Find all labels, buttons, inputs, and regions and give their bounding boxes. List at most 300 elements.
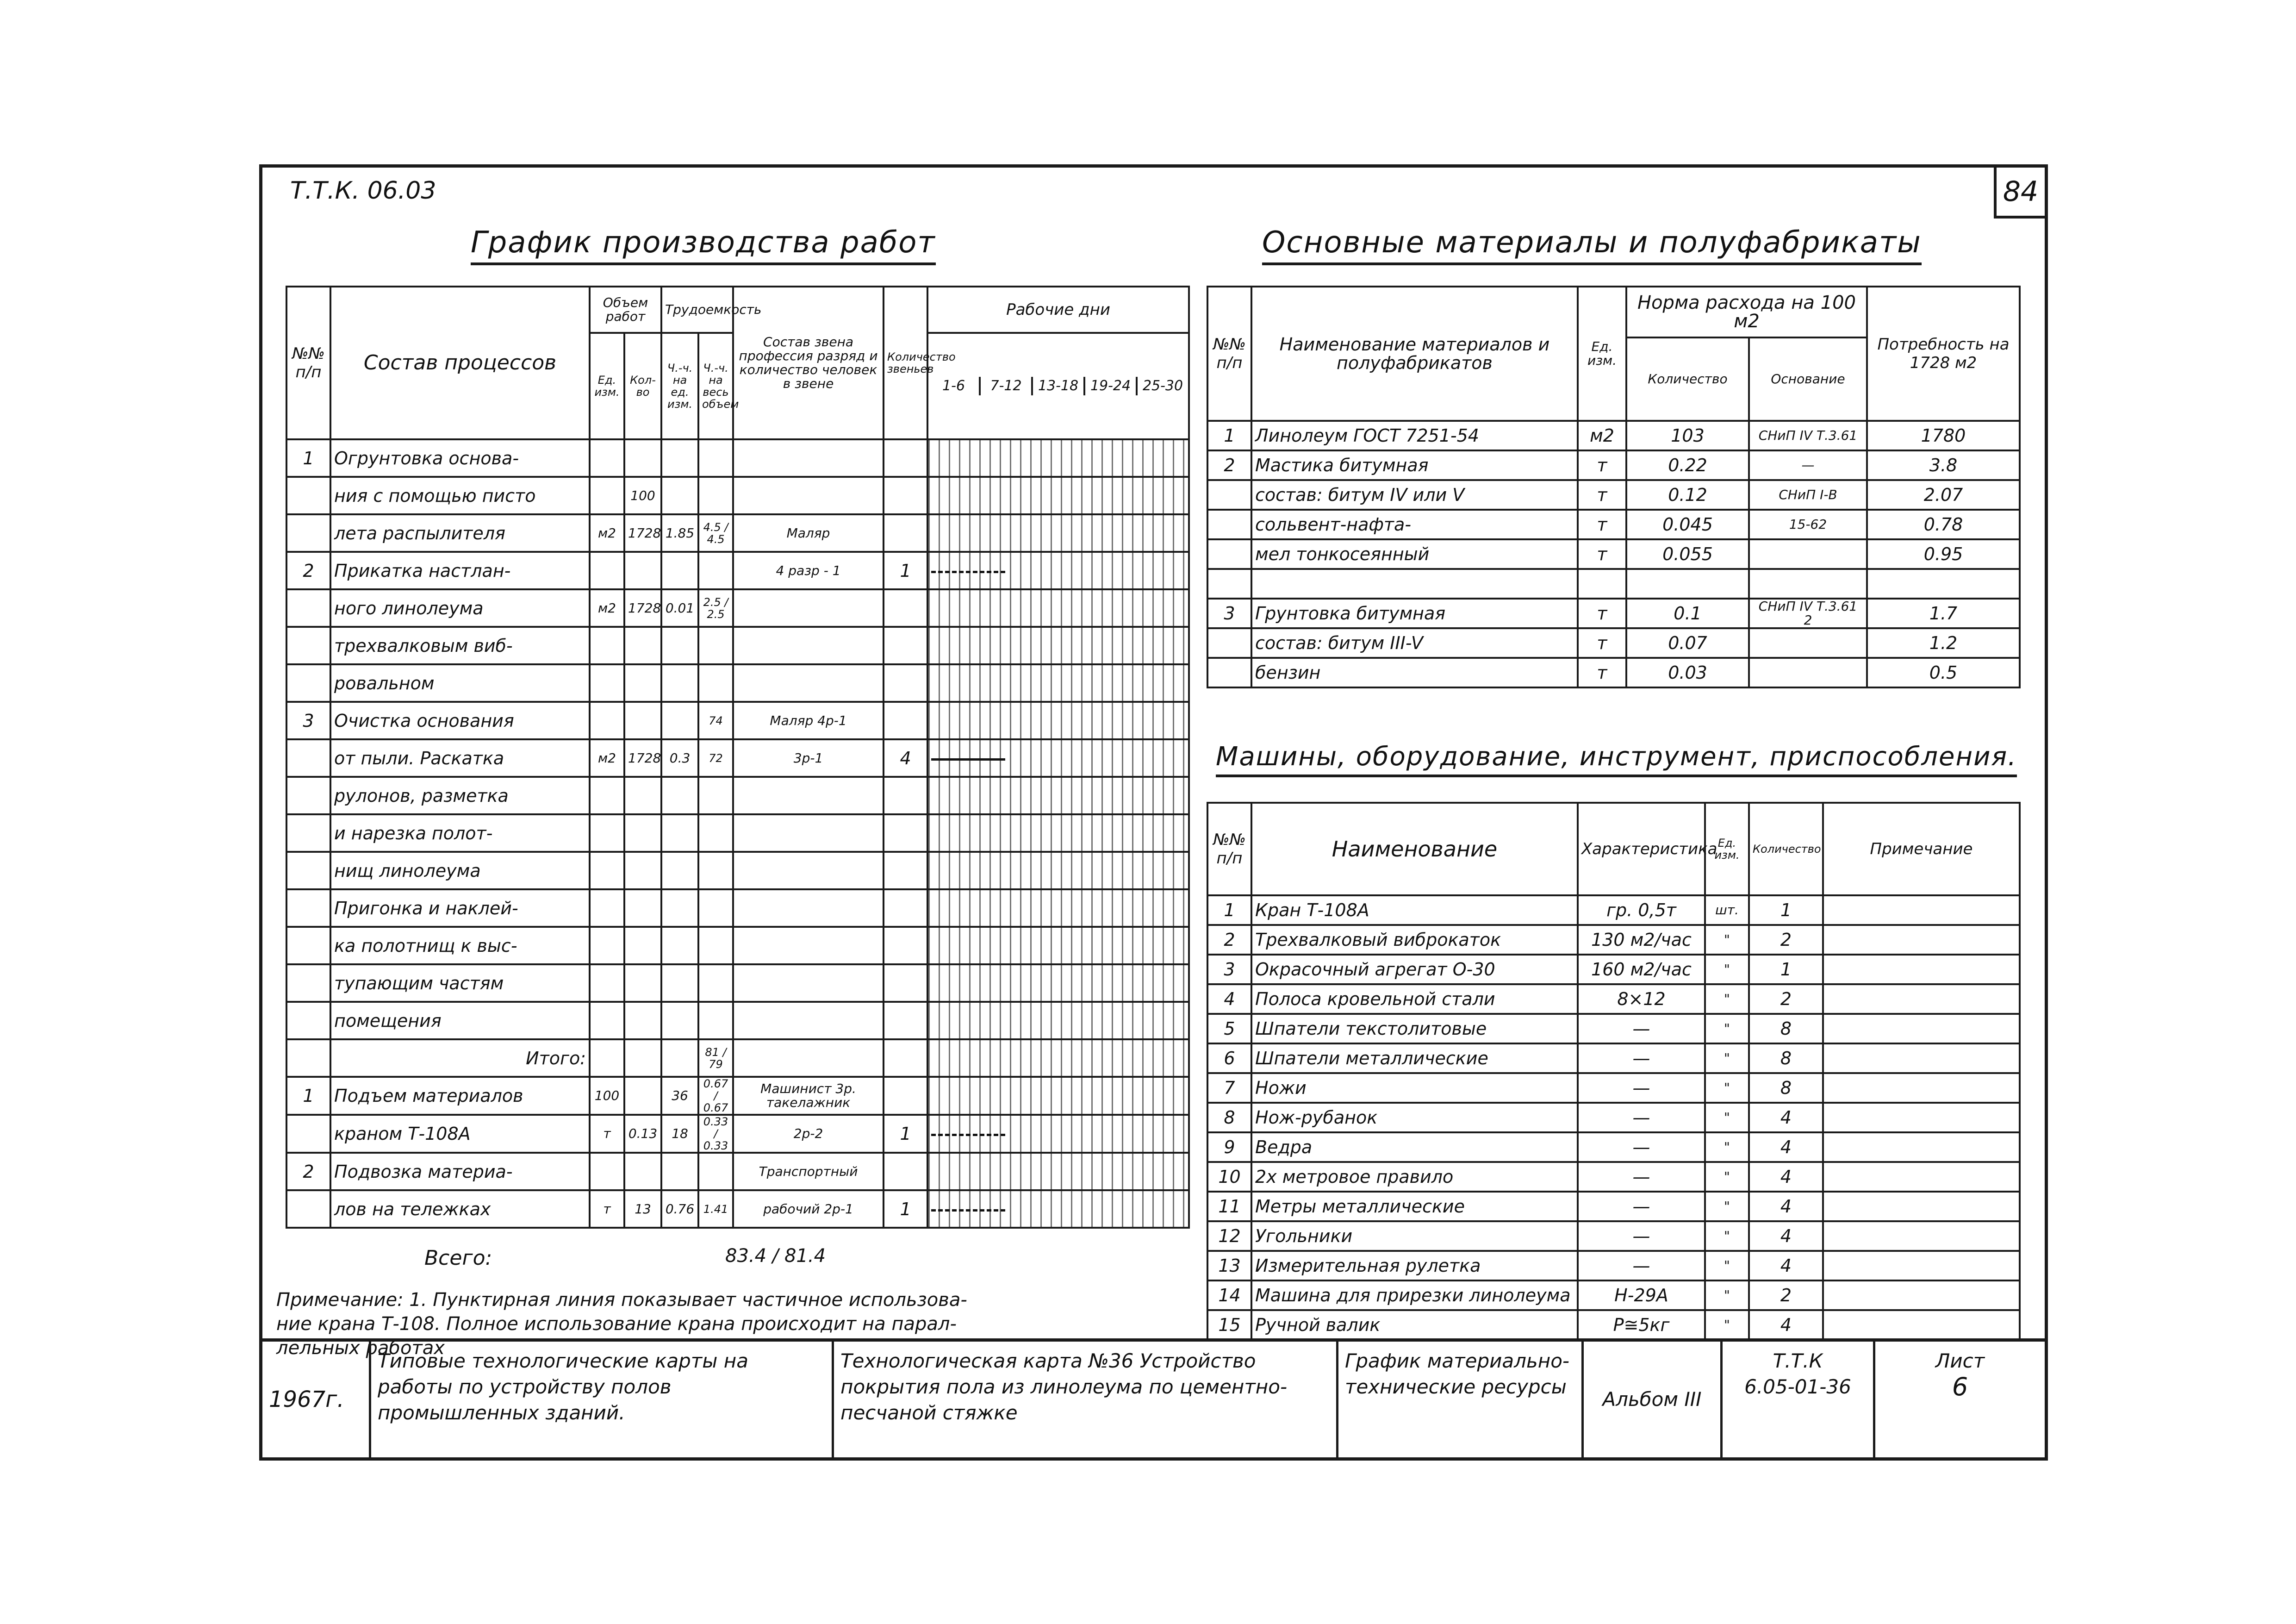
row-crew: Машинист 3р. такелажник xyxy=(733,1077,884,1115)
mach-name: Измерительная рулетка xyxy=(1251,1251,1578,1280)
mach-name: Машина для прирезки линолеума xyxy=(1251,1280,1578,1310)
row-crew xyxy=(733,889,884,927)
row-num: 3 xyxy=(286,702,330,739)
mat-basis: 15-62 xyxy=(1749,510,1867,539)
row-crew xyxy=(733,439,884,477)
row-total xyxy=(698,439,733,477)
mat-unit: т xyxy=(1578,450,1626,480)
row-num xyxy=(286,889,330,927)
row-unit xyxy=(590,927,624,964)
row-total xyxy=(698,1153,733,1190)
row-per-unit xyxy=(661,1002,698,1039)
row-process: рулонов, разметка xyxy=(330,777,590,814)
header-volume: Объем работ xyxy=(590,287,661,333)
row-days xyxy=(927,1153,1189,1190)
row-days xyxy=(927,514,1189,552)
mach-num: 5 xyxy=(1207,1014,1251,1043)
row-crews xyxy=(884,927,927,964)
row-total: 0.33 / 0.33 xyxy=(698,1115,733,1153)
note-line: ние крана Т-108. Полное использование крана происходит на парал- xyxy=(276,1313,957,1335)
mach-num: 6 xyxy=(1207,1043,1251,1073)
mach-name: Метры металлические xyxy=(1251,1192,1578,1221)
row-crew xyxy=(733,664,884,702)
mach-num: 13 xyxy=(1207,1251,1251,1280)
row-num: 2 xyxy=(286,1153,330,1190)
material-row xyxy=(1207,539,2020,569)
row-crews xyxy=(884,777,927,814)
machines-title: Машины, оборудование, инструмент, приспособления. xyxy=(1216,742,2017,777)
row-process: и нарезка полот- xyxy=(330,814,590,852)
mat-num: 1 xyxy=(1207,421,1251,450)
row-crew: 4 разр - 1 xyxy=(733,552,884,589)
day-range: 25-30 xyxy=(1142,378,1183,394)
mach-unit: " xyxy=(1705,925,1749,955)
mach-num: 7 xyxy=(1207,1073,1251,1103)
mat-basis: СНиП IV Т.3.61 xyxy=(1749,421,1867,450)
row-unit: т xyxy=(590,1190,624,1228)
mach-header-unit: Ед. изм. xyxy=(1705,803,1749,895)
row-num xyxy=(286,777,330,814)
mach-num: 11 xyxy=(1207,1192,1251,1221)
mat-unit: т xyxy=(1578,480,1626,510)
schedule-row xyxy=(286,439,1189,477)
sheet-code: Т.Т.К. 06.03 xyxy=(290,177,436,205)
row-total xyxy=(698,664,733,702)
row-process: Итого: xyxy=(330,1039,590,1077)
schedule-row xyxy=(286,852,1189,889)
partial-use-bar xyxy=(931,1209,1005,1212)
title-block xyxy=(262,1338,2045,1457)
mat-qty: 0.22 xyxy=(1626,450,1749,480)
row-crews xyxy=(884,477,927,514)
row-days xyxy=(927,964,1189,1002)
mach-spec: — xyxy=(1578,1073,1705,1103)
mach-note xyxy=(1823,1310,2020,1340)
row-per-unit: 0.01 xyxy=(661,589,698,627)
row-qty xyxy=(624,814,661,852)
row-per-unit xyxy=(661,627,698,664)
row-total xyxy=(698,627,733,664)
mach-unit: " xyxy=(1705,1014,1749,1043)
mach-num: 14 xyxy=(1207,1280,1251,1310)
row-num xyxy=(286,964,330,1002)
schedule-table xyxy=(286,286,1190,1229)
row-per-unit: 18 xyxy=(661,1115,698,1153)
footer-sheet-label: Лист xyxy=(1935,1349,1985,1372)
row-days xyxy=(927,627,1189,664)
row-per-unit xyxy=(661,552,698,589)
machine-row xyxy=(1207,1162,2020,1192)
mat-name: сольвент-нафта- xyxy=(1251,510,1578,539)
mach-spec: 8×12 xyxy=(1578,984,1705,1014)
mat-unit xyxy=(1578,569,1626,599)
mat-header-need: Потребность на 1728 м2 xyxy=(1867,287,2020,421)
footer-section: График материально-технические ресурсы xyxy=(1338,1342,1584,1457)
mach-unit: " xyxy=(1705,1073,1749,1103)
row-per-unit: 0.76 xyxy=(661,1190,698,1228)
mat-num xyxy=(1207,658,1251,687)
mat-num xyxy=(1207,539,1251,569)
row-per-unit xyxy=(661,477,698,514)
schedule-row xyxy=(286,1115,1189,1153)
row-per-unit xyxy=(661,964,698,1002)
row-crews xyxy=(884,1039,927,1077)
mach-unit: " xyxy=(1705,1251,1749,1280)
row-total: 1.41 xyxy=(698,1190,733,1228)
mach-note xyxy=(1823,955,2020,984)
row-process: нищ линолеума xyxy=(330,852,590,889)
row-num xyxy=(286,852,330,889)
row-crew: Транспортный xyxy=(733,1153,884,1190)
mach-unit: " xyxy=(1705,1132,1749,1162)
mach-qty: 1 xyxy=(1749,955,1823,984)
footer-ttk-label: Т.Т.К xyxy=(1773,1349,1823,1372)
row-unit xyxy=(590,1153,624,1190)
mach-unit: " xyxy=(1705,1103,1749,1132)
row-process: помещения xyxy=(330,1002,590,1039)
header-crew: Состав звена профессия разряд и количество человек в звене xyxy=(733,287,884,439)
row-crew xyxy=(733,627,884,664)
row-unit xyxy=(590,814,624,852)
row-days xyxy=(927,439,1189,477)
mat-need: 0.95 xyxy=(1867,539,2020,569)
mach-unit: " xyxy=(1705,1310,1749,1340)
row-days xyxy=(927,664,1189,702)
row-crew xyxy=(733,852,884,889)
partial-use-bar xyxy=(931,1134,1005,1136)
row-qty: 0.13 xyxy=(624,1115,661,1153)
row-per-unit xyxy=(661,439,698,477)
mat-header-qty: Количество xyxy=(1626,337,1749,421)
row-crews xyxy=(884,852,927,889)
mach-spec: — xyxy=(1578,1043,1705,1073)
mat-need: 3.8 xyxy=(1867,450,2020,480)
mach-note xyxy=(1823,925,2020,955)
mat-basis xyxy=(1749,658,1867,687)
mach-spec: 160 м2/час xyxy=(1578,955,1705,984)
mach-name: Нож-рубанок xyxy=(1251,1103,1578,1132)
row-crew xyxy=(733,589,884,627)
mach-spec: — xyxy=(1578,1014,1705,1043)
row-crews xyxy=(884,964,927,1002)
row-qty xyxy=(624,927,661,964)
row-days xyxy=(927,739,1189,777)
mat-num: 2 xyxy=(1207,450,1251,480)
mach-name: Полоса кровельной стали xyxy=(1251,984,1578,1014)
mach-qty: 8 xyxy=(1749,1043,1823,1073)
schedule-row xyxy=(286,664,1189,702)
mach-num: 1 xyxy=(1207,895,1251,925)
row-days xyxy=(927,1115,1189,1153)
row-num xyxy=(286,927,330,964)
mach-note xyxy=(1823,1103,2020,1132)
row-unit: м2 xyxy=(590,589,624,627)
mach-header-note: Примечание xyxy=(1823,803,2020,895)
row-process: Подъем материалов xyxy=(330,1077,590,1115)
header-crews-count: Количество звеньев xyxy=(884,287,927,439)
row-total: 72 xyxy=(698,739,733,777)
header-num: №№ п/п xyxy=(286,287,330,439)
row-unit: 100 xyxy=(590,1077,624,1115)
materials-table xyxy=(1207,286,2021,688)
row-per-unit xyxy=(661,1153,698,1190)
row-process: ного линолеума xyxy=(330,589,590,627)
row-process: трехвалковым виб- xyxy=(330,627,590,664)
row-total xyxy=(698,927,733,964)
mach-num: 15 xyxy=(1207,1310,1251,1340)
row-qty: 13 xyxy=(624,1190,661,1228)
mat-basis xyxy=(1749,569,1867,599)
row-unit xyxy=(590,664,624,702)
row-unit xyxy=(590,552,624,589)
row-days xyxy=(927,1039,1189,1077)
mach-num: 12 xyxy=(1207,1221,1251,1251)
row-qty xyxy=(624,1153,661,1190)
row-num xyxy=(286,514,330,552)
header-volume-qty: Кол-во xyxy=(624,333,661,439)
mach-header-name: Наименование xyxy=(1251,803,1578,895)
row-total xyxy=(698,777,733,814)
material-row xyxy=(1207,421,2020,450)
row-per-unit: 1.85 xyxy=(661,514,698,552)
mach-header-spec: Характеристика xyxy=(1578,803,1705,895)
row-num xyxy=(286,814,330,852)
mach-name: Трехвалковый виброкаток xyxy=(1251,925,1578,955)
mach-unit: " xyxy=(1705,955,1749,984)
machines-table xyxy=(1207,802,2021,1341)
row-unit xyxy=(590,852,624,889)
row-days xyxy=(927,477,1189,514)
mach-unit: " xyxy=(1705,1043,1749,1073)
machine-row xyxy=(1207,1221,2020,1251)
row-num xyxy=(286,627,330,664)
schedule-row xyxy=(286,927,1189,964)
row-unit xyxy=(590,964,624,1002)
row-crew xyxy=(733,927,884,964)
row-per-unit xyxy=(661,814,698,852)
mach-unit: " xyxy=(1705,1192,1749,1221)
row-crews xyxy=(884,439,927,477)
mach-note xyxy=(1823,984,2020,1014)
machine-row xyxy=(1207,925,2020,955)
row-qty xyxy=(624,627,661,664)
row-num xyxy=(286,1115,330,1153)
row-num xyxy=(286,1039,330,1077)
mach-name: Окрасочный агрегат О-30 xyxy=(1251,955,1578,984)
row-crews: 4 xyxy=(884,739,927,777)
row-total xyxy=(698,889,733,927)
day-range: 7-12 xyxy=(981,377,1033,395)
schedule-row xyxy=(286,889,1189,927)
mach-num: 4 xyxy=(1207,984,1251,1014)
row-crews xyxy=(884,889,927,927)
schedule-row xyxy=(286,1190,1189,1228)
schedule-row xyxy=(286,1002,1189,1039)
row-per-unit: 36 xyxy=(661,1077,698,1115)
footer-ttk-code: 6.05-01-36 xyxy=(1744,1375,1851,1398)
row-qty: 100 xyxy=(624,477,661,514)
row-total xyxy=(698,814,733,852)
row-unit: т xyxy=(590,1115,624,1153)
row-per-unit xyxy=(661,1039,698,1077)
row-days xyxy=(927,889,1189,927)
row-total: 4.5 / 4.5 xyxy=(698,514,733,552)
schedule-row xyxy=(286,1153,1189,1190)
schedule-row xyxy=(286,702,1189,739)
row-process: краном Т-108А xyxy=(330,1115,590,1153)
mach-qty: 4 xyxy=(1749,1192,1823,1221)
mach-qty: 2 xyxy=(1749,984,1823,1014)
mat-need: 0.78 xyxy=(1867,510,2020,539)
row-total xyxy=(698,852,733,889)
mach-qty: 4 xyxy=(1749,1132,1823,1162)
mat-unit: т xyxy=(1578,628,1626,658)
row-per-unit xyxy=(661,889,698,927)
mat-need: 1780 xyxy=(1867,421,2020,450)
schedule-row xyxy=(286,477,1189,514)
row-crew: Маляр xyxy=(733,514,884,552)
row-process: лов на тележках xyxy=(330,1190,590,1228)
row-per-unit xyxy=(661,777,698,814)
row-per-unit xyxy=(661,664,698,702)
mat-unit: т xyxy=(1578,510,1626,539)
machine-row xyxy=(1207,1073,2020,1103)
row-process: от пыли. Раскатка xyxy=(330,739,590,777)
material-row xyxy=(1207,569,2020,599)
row-total xyxy=(698,477,733,514)
schedule-row xyxy=(286,964,1189,1002)
material-row xyxy=(1207,510,2020,539)
header-labor-per-unit: Ч.-ч. на ед. изм. xyxy=(661,333,698,439)
mat-need: 1.2 xyxy=(1867,628,2020,658)
footer-ttk xyxy=(1723,1342,1875,1457)
row-unit xyxy=(590,777,624,814)
mat-name: бензин xyxy=(1251,658,1578,687)
row-crews: 1 xyxy=(884,552,927,589)
row-qty xyxy=(624,552,661,589)
mat-basis xyxy=(1749,628,1867,658)
material-row xyxy=(1207,628,2020,658)
mach-note xyxy=(1823,1162,2020,1192)
mat-basis: СНиП I-В xyxy=(1749,480,1867,510)
drawing-sheet xyxy=(259,164,2048,1461)
row-crews xyxy=(884,814,927,852)
row-crews xyxy=(884,627,927,664)
row-crew xyxy=(733,814,884,852)
row-process: Пригонка и наклей- xyxy=(330,889,590,927)
mach-qty: 8 xyxy=(1749,1014,1823,1043)
mat-qty: 0.07 xyxy=(1626,628,1749,658)
row-num: 2 xyxy=(286,552,330,589)
machine-row xyxy=(1207,1014,2020,1043)
row-days xyxy=(927,814,1189,852)
mat-qty: 0.1 xyxy=(1626,599,1749,628)
row-days xyxy=(927,589,1189,627)
mach-num: 9 xyxy=(1207,1132,1251,1162)
footer-album: Альбом III xyxy=(1584,1342,1723,1457)
mach-qty: 8 xyxy=(1749,1073,1823,1103)
mach-spec: — xyxy=(1578,1192,1705,1221)
row-days xyxy=(927,702,1189,739)
row-per-unit xyxy=(661,702,698,739)
row-days xyxy=(927,552,1189,589)
material-row xyxy=(1207,450,2020,480)
schedule-row xyxy=(286,589,1189,627)
machine-row xyxy=(1207,1132,2020,1162)
mach-spec: 130 м2/час xyxy=(1578,925,1705,955)
page-number: 84 xyxy=(1994,168,2045,219)
mat-need: 1.7 xyxy=(1867,599,2020,628)
mach-spec: — xyxy=(1578,1251,1705,1280)
row-crew xyxy=(733,1002,884,1039)
schedule-row xyxy=(286,627,1189,664)
row-qty xyxy=(624,664,661,702)
row-per-unit xyxy=(661,852,698,889)
row-qty xyxy=(624,852,661,889)
schedule-row xyxy=(286,1077,1189,1115)
mat-basis: — xyxy=(1749,450,1867,480)
grand-total-label: Всего: xyxy=(424,1246,492,1270)
footer-series: Типовые технологические карты на работы по устройству полов промышленных зданий. xyxy=(371,1342,834,1457)
header-day-ranges xyxy=(927,333,1189,439)
schedule-row xyxy=(286,814,1189,852)
mach-qty: 4 xyxy=(1749,1103,1823,1132)
machine-row xyxy=(1207,955,2020,984)
mach-num: 2 xyxy=(1207,925,1251,955)
row-num xyxy=(286,1190,330,1228)
mach-spec: — xyxy=(1578,1132,1705,1162)
row-total xyxy=(698,1002,733,1039)
row-crew: 3р-1 xyxy=(733,739,884,777)
row-days xyxy=(927,1190,1189,1228)
row-crews xyxy=(884,702,927,739)
row-process: лета распылителя xyxy=(330,514,590,552)
row-per-unit: 0.3 xyxy=(661,739,698,777)
row-crew xyxy=(733,777,884,814)
mach-qty: 4 xyxy=(1749,1251,1823,1280)
mach-qty: 4 xyxy=(1749,1310,1823,1340)
row-qty xyxy=(624,889,661,927)
row-crews xyxy=(884,1153,927,1190)
machine-row xyxy=(1207,1310,2020,1340)
footer-sheet-num: 6 xyxy=(1952,1372,1968,1401)
machine-row xyxy=(1207,895,2020,925)
row-process: тупающим частям xyxy=(330,964,590,1002)
row-unit xyxy=(590,702,624,739)
mach-spec: — xyxy=(1578,1162,1705,1192)
mat-unit: т xyxy=(1578,539,1626,569)
mach-name: Ручной валик xyxy=(1251,1310,1578,1340)
row-crews xyxy=(884,1077,927,1115)
row-unit xyxy=(590,889,624,927)
mach-qty: 4 xyxy=(1749,1221,1823,1251)
machine-row xyxy=(1207,1251,2020,1280)
row-crew: 2р-2 xyxy=(733,1115,884,1153)
row-num xyxy=(286,664,330,702)
schedule-row xyxy=(286,1039,1189,1077)
row-qty xyxy=(624,1077,661,1115)
machine-row xyxy=(1207,1103,2020,1132)
material-row xyxy=(1207,599,2020,628)
day-range: 13-18 xyxy=(1033,377,1085,395)
mach-name: Ведра xyxy=(1251,1132,1578,1162)
row-process: ровальном xyxy=(330,664,590,702)
mach-unit: " xyxy=(1705,984,1749,1014)
row-qty: 1728 xyxy=(624,739,661,777)
row-days xyxy=(927,927,1189,964)
mach-name: Кран Т-108А xyxy=(1251,895,1578,925)
mat-num: 3 xyxy=(1207,599,1251,628)
